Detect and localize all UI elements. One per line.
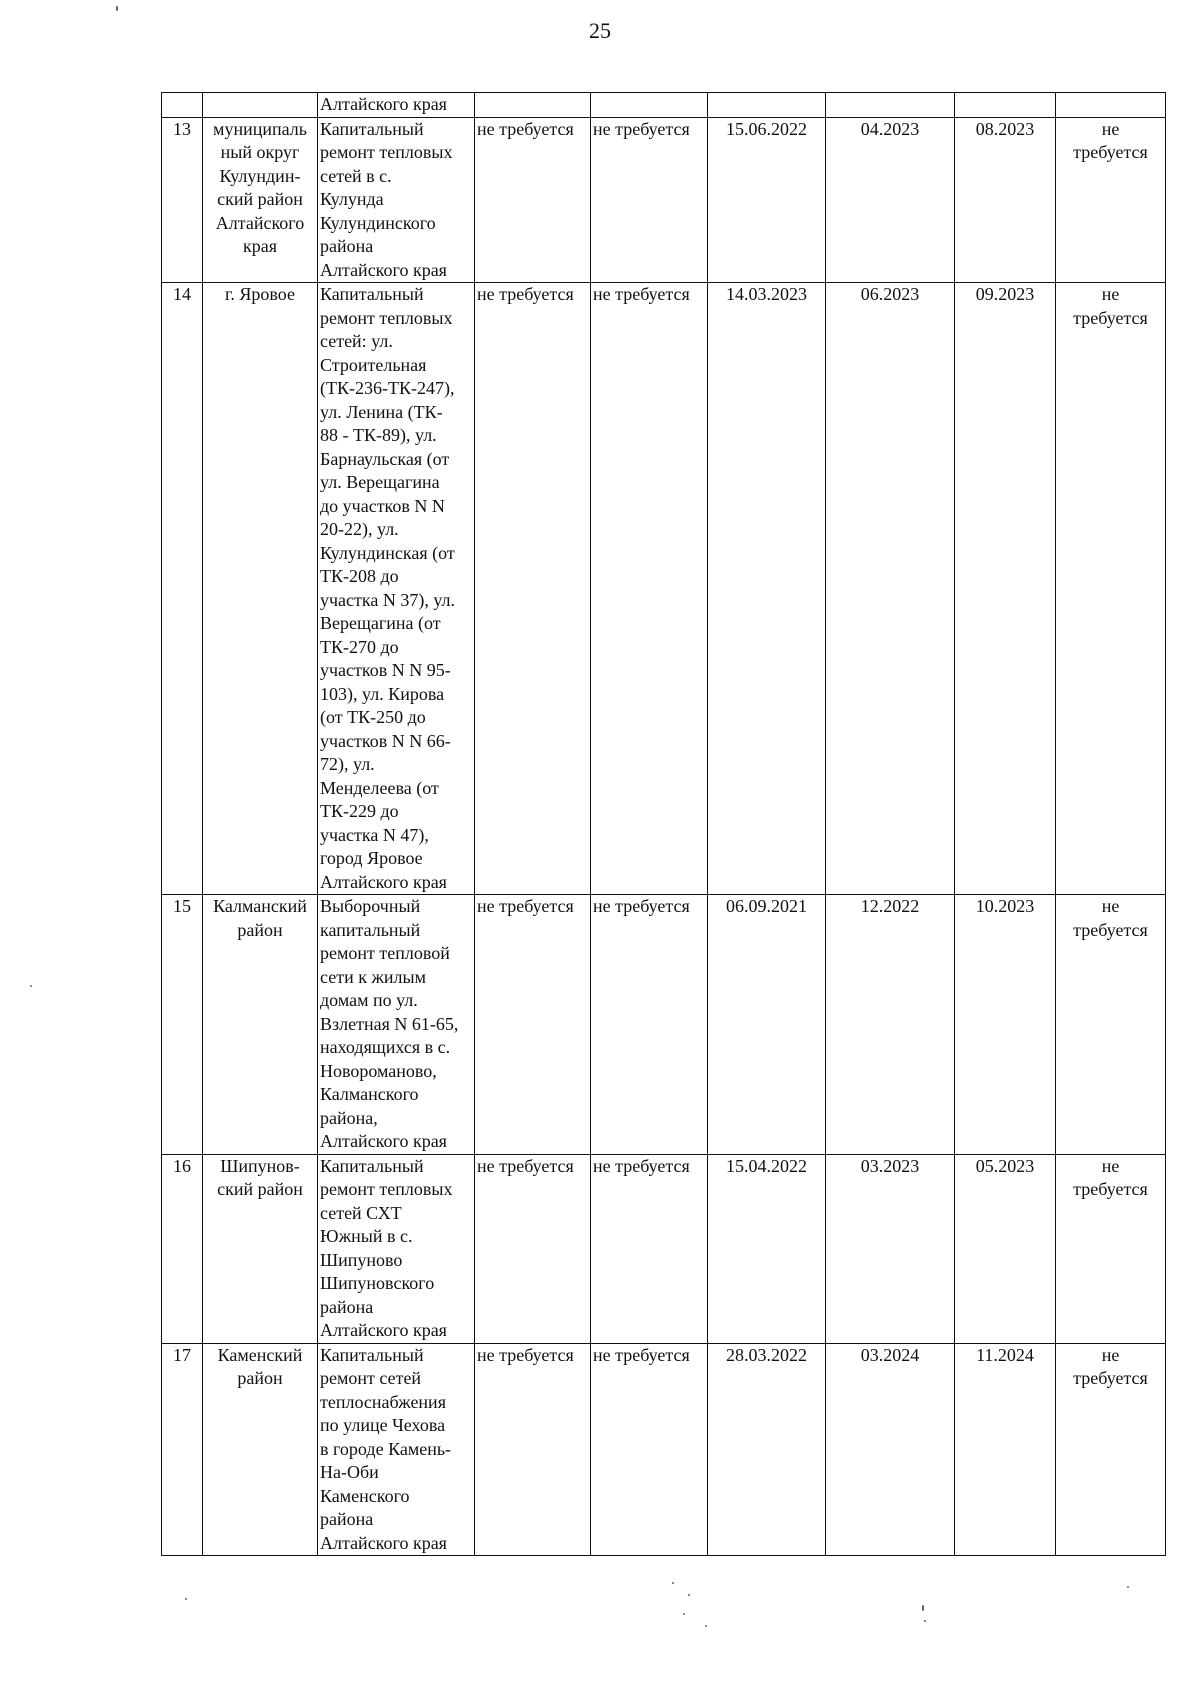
cell-col5: не требуется <box>591 117 708 283</box>
cell-end: 08.2023 <box>955 117 1056 283</box>
cell-col4: не требуется <box>475 1343 591 1556</box>
text-line: Шипуновского <box>320 1273 435 1293</box>
text-line: требуется <box>1073 307 1148 328</box>
text-line: ремонт тепловых <box>320 142 453 162</box>
text-line: района <box>320 236 374 256</box>
cell-end: 10.2023 <box>955 895 1056 1155</box>
cell-last <box>1056 117 1166 283</box>
scan-speck <box>922 1605 924 1611</box>
scan-speck <box>683 1613 685 1615</box>
text-line: района, <box>320 1107 378 1128</box>
cell-municipality <box>203 93 318 118</box>
text-line: требуется <box>1073 142 1148 162</box>
text-line: требуется <box>1073 1368 1148 1388</box>
text-line: ремонт тепловых <box>320 1179 453 1199</box>
text-line: 72), ул. <box>320 754 375 774</box>
cell-col5: не требуется <box>591 283 708 895</box>
text-line: по улице Чехова <box>320 1415 446 1435</box>
text-line: находящихся в с. <box>320 1037 451 1057</box>
cell-object <box>318 1154 475 1343</box>
scan-speck <box>688 1594 690 1596</box>
cell-start: 04.2023 <box>826 117 955 283</box>
text-line: Кулундинская (от <box>320 542 455 563</box>
cell-object <box>318 895 475 1155</box>
text-line: края <box>242 236 277 256</box>
cell-last <box>1056 1154 1166 1343</box>
scan-speck <box>924 1620 926 1622</box>
text-line: Новороманово, <box>320 1060 437 1081</box>
text-line: Менделеева (от <box>320 777 439 798</box>
text-line: Алтайского края <box>320 1532 447 1553</box>
cell-start <box>826 93 955 118</box>
cell-date <box>708 93 826 118</box>
cell-col5: не требуется <box>591 895 708 1155</box>
cell-object <box>318 93 475 118</box>
scan-speck <box>185 1598 187 1600</box>
table-row <box>162 1154 1166 1343</box>
text-line: ный округ <box>220 142 300 162</box>
cell-object <box>318 1343 475 1556</box>
text-line: Алтайского края <box>320 94 447 114</box>
cell-num: 14 <box>162 283 203 895</box>
cell-num: 15 <box>162 895 203 1155</box>
text-line: участка N 37), ул. <box>320 589 456 610</box>
scan-speck <box>705 1625 707 1627</box>
cell-last <box>1056 895 1166 1155</box>
text-line: Шипунов- <box>220 1155 300 1176</box>
text-line: участков N N 66- <box>320 730 451 751</box>
text-line: Капитальный <box>320 1155 424 1176</box>
cell-start: 12.2022 <box>826 895 955 1155</box>
text-line: Барнаульская (от <box>320 448 450 469</box>
cell-last <box>1056 93 1166 118</box>
table-row <box>162 1343 1166 1556</box>
cell-municipality <box>203 895 318 1155</box>
text-line: район <box>237 1368 283 1388</box>
text-line: муниципаль <box>213 118 307 139</box>
text-line: Капитальный <box>320 118 424 139</box>
cell-start: 06.2023 <box>826 283 955 895</box>
text-line: сетей: ул. <box>320 331 393 351</box>
text-line: Алтайского <box>215 212 305 233</box>
text-line: На-Оби <box>320 1462 379 1482</box>
text-line: Каменского <box>320 1485 410 1506</box>
cell-num <box>162 93 203 118</box>
text-line: района <box>320 1296 374 1317</box>
text-line: Капитальный <box>320 284 424 304</box>
text-line: не <box>1101 284 1120 304</box>
text-line: Алтайского края <box>320 871 447 892</box>
text-line: сетей СХТ <box>320 1202 402 1223</box>
text-line: ремонт сетей <box>320 1368 422 1388</box>
text-line: (от ТК-250 до <box>320 707 426 727</box>
cell-col4 <box>475 93 591 118</box>
cell-municipality <box>203 1343 318 1556</box>
text-line: район <box>237 919 283 940</box>
text-line: теплоснабжения <box>320 1391 446 1412</box>
cell-end <box>955 93 1056 118</box>
table-row <box>162 283 1166 895</box>
cell-col5 <box>591 93 708 118</box>
cell-last <box>1056 283 1166 895</box>
table-row <box>162 895 1166 1155</box>
text-line: Каменский <box>217 1344 303 1365</box>
scan-speck <box>116 6 118 11</box>
text-line: не <box>1101 1155 1120 1176</box>
text-line: Строительная <box>320 354 427 375</box>
text-line: не <box>1101 1344 1120 1365</box>
scan-speck <box>1127 1586 1129 1588</box>
cell-col4: не требуется <box>475 895 591 1155</box>
text-line: Алтайского края <box>320 259 447 280</box>
cell-col4: не требуется <box>475 117 591 283</box>
cell-start: 03.2023 <box>826 1154 955 1343</box>
text-line: капитальный <box>320 919 421 940</box>
text-line: требуется <box>1073 1179 1148 1199</box>
text-line: ТК-270 до <box>320 636 399 657</box>
text-line: сети к жилым <box>320 966 426 987</box>
cell-municipality <box>203 117 318 283</box>
text-line: г. Яровое <box>225 284 295 304</box>
text-line: ТК-208 до <box>320 566 399 586</box>
text-line: Выборочный <box>320 896 421 916</box>
cell-date: 28.03.2022 <box>708 1343 826 1556</box>
text-line: Кулундинского <box>320 212 436 233</box>
table-row <box>162 117 1166 283</box>
cell-last <box>1056 1343 1166 1556</box>
text-line: домам по ул. <box>320 990 418 1010</box>
cell-num: 16 <box>162 1154 203 1343</box>
cell-date: 15.06.2022 <box>708 117 826 283</box>
text-line: Верещагина (от <box>320 613 441 633</box>
text-line: участка N 47), <box>320 824 429 845</box>
page-number: 25 <box>589 18 611 43</box>
text-line: Калманского <box>320 1084 419 1104</box>
cell-col5: не требуется <box>591 1154 708 1343</box>
text-line: Кулунда <box>320 189 384 209</box>
cell-num: 17 <box>162 1343 203 1556</box>
cell-col5: не требуется <box>591 1343 708 1556</box>
text-line: 20-22), ул. <box>320 519 399 539</box>
scan-speck <box>672 1582 674 1584</box>
text-line: в городе Камень- <box>320 1438 452 1459</box>
cell-date: 14.03.2023 <box>708 283 826 895</box>
text-line: Алтайского края <box>320 1131 447 1151</box>
carry-over-row <box>162 93 1166 118</box>
text-line: Кулундин- <box>219 165 301 186</box>
cell-municipality <box>203 1154 318 1343</box>
cell-end: 09.2023 <box>955 283 1056 895</box>
heating-network-repair-table <box>161 92 1166 1556</box>
text-line: ул. Верещагина <box>320 472 440 492</box>
text-line: Шипуново <box>320 1249 403 1270</box>
cell-num: 13 <box>162 117 203 283</box>
text-line: Калманский <box>213 896 307 916</box>
cell-municipality <box>203 283 318 895</box>
text-line: не <box>1101 118 1120 139</box>
text-line: Южный в с. <box>320 1226 413 1246</box>
text-line: ремонт тепловой <box>320 943 450 963</box>
text-line: город Яровое <box>320 848 423 868</box>
text-line: ский район <box>217 189 303 209</box>
cell-date: 06.09.2021 <box>708 895 826 1155</box>
text-line: Капитальный <box>320 1344 424 1365</box>
text-line: участков N N 95- <box>320 660 451 680</box>
text-line: района <box>320 1509 374 1529</box>
text-line: Алтайского края <box>320 1320 447 1340</box>
cell-object <box>318 283 475 895</box>
cell-object <box>318 117 475 283</box>
scan-speck <box>30 985 32 987</box>
text-line: ул. Ленина (ТК- <box>320 401 443 422</box>
text-line: 88 - ТК-89), ул. <box>320 425 437 445</box>
cell-date: 15.04.2022 <box>708 1154 826 1343</box>
text-line: ремонт тепловых <box>320 307 453 328</box>
text-line: требуется <box>1073 919 1148 940</box>
text-line: ский район <box>217 1179 303 1199</box>
text-line: до участков N N <box>320 495 445 516</box>
text-line: не <box>1101 896 1120 916</box>
cell-col4: не требуется <box>475 283 591 895</box>
cell-end: 11.2024 <box>955 1343 1056 1556</box>
cell-col4: не требуется <box>475 1154 591 1343</box>
text-line: (ТК-236-ТК-247), <box>320 378 455 398</box>
cell-start: 03.2024 <box>826 1343 955 1556</box>
text-line: ТК-229 до <box>320 801 399 821</box>
text-line: сетей в с. <box>320 165 392 186</box>
text-line: 103), ул. Кирова <box>320 683 445 704</box>
text-line: Взлетная N 61-65, <box>320 1013 459 1034</box>
cell-end: 05.2023 <box>955 1154 1056 1343</box>
